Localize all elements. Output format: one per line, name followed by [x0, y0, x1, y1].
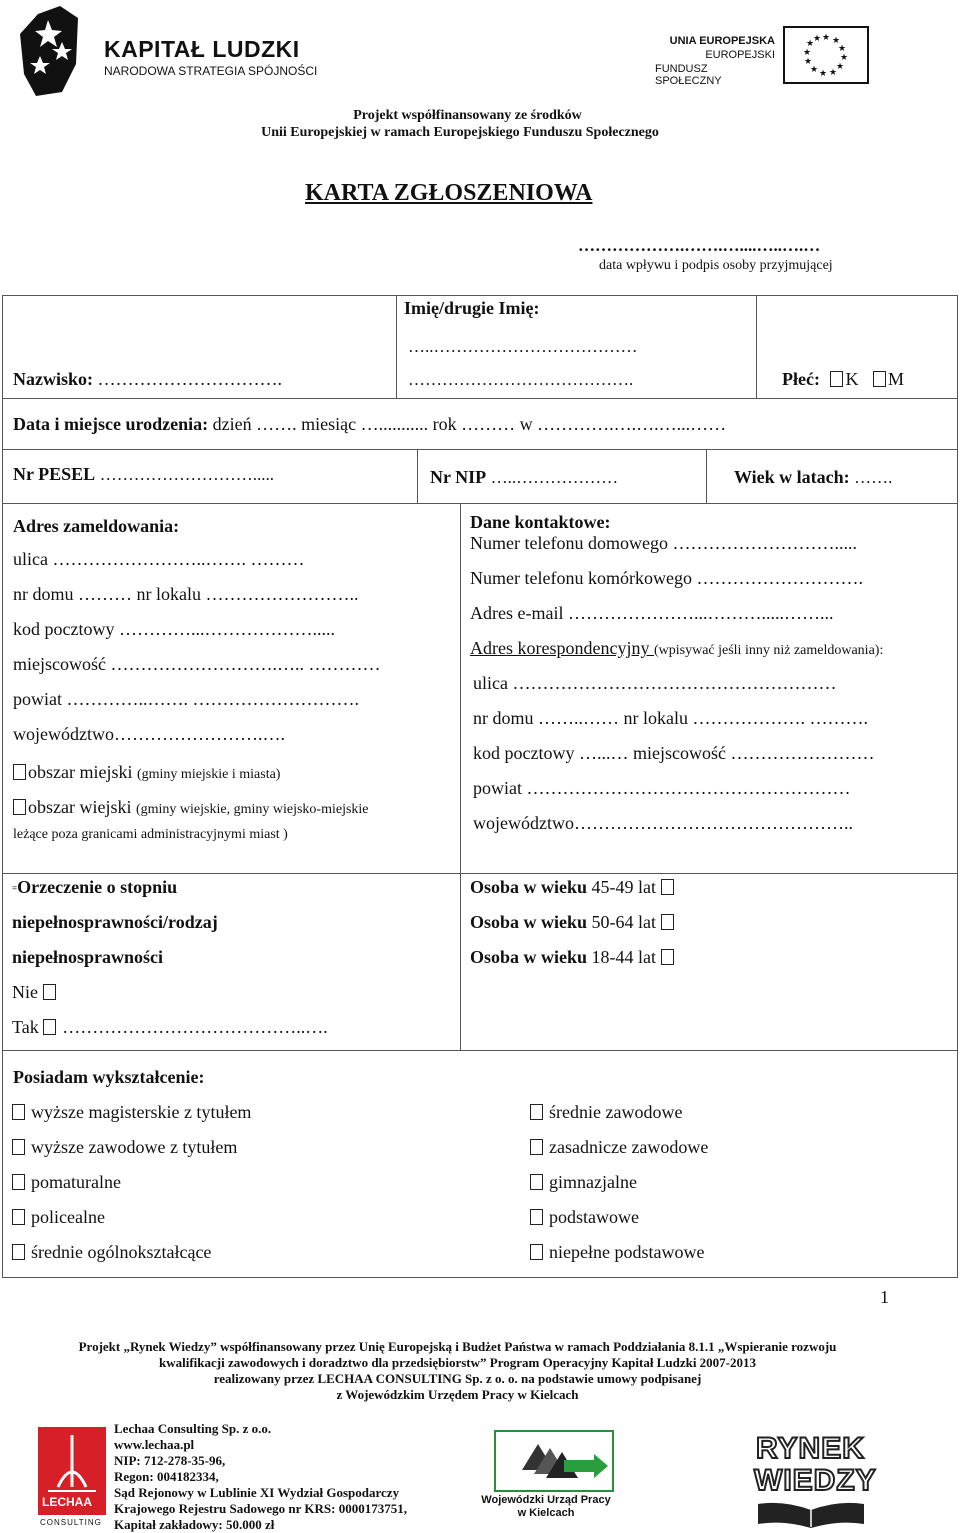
contact-heading: Dane kontaktowe: [470, 512, 611, 532]
company-info [114, 1421, 407, 1533]
footer-line-3: realizowany przez LECHAA CONSULTING Sp. z o. o. na podstawie umowy podpisanej [213, 1371, 702, 1386]
education-checkbox[interactable] [12, 1104, 25, 1120]
divider [417, 449, 418, 504]
age-group-label: Osoba w wieku [470, 947, 588, 967]
surname-field[interactable]: …………………………. [97, 369, 282, 389]
age-group-range: 18-44 lat [591, 947, 657, 967]
eu-logo [655, 26, 870, 86]
surname-label: Nazwisko: [13, 369, 93, 389]
education-checkbox[interactable] [530, 1139, 543, 1155]
eu-logo-line2: EUROPEJSKI [705, 49, 775, 61]
education-option[interactable] [12, 1172, 251, 1207]
urban-option[interactable] [13, 762, 453, 797]
cofinance-line1: Projekt współfinansowany ze środków [353, 108, 582, 123]
education-heading: Posiadam wykształcenie: [13, 1067, 205, 1087]
education-label: średnie zawodowe [549, 1102, 683, 1122]
birth-line [13, 414, 726, 435]
disability-heading-1 [12, 877, 452, 912]
education-option[interactable] [12, 1137, 251, 1172]
lechaa-logo-text: LECHAA [42, 1495, 92, 1509]
company-line: Sąd Rejonowy w Lublinie XI Wydział Gospodarczy [114, 1485, 400, 1500]
svg-text:★: ★ [840, 53, 849, 63]
svg-text:★: ★ [832, 36, 841, 46]
disability-heading-1-text: Orzeczenie o stopniu [17, 877, 178, 897]
divider [756, 295, 757, 399]
company-line: Regon: 004182334, [114, 1469, 219, 1484]
urban-checkbox[interactable] [13, 764, 26, 780]
receipt-label: data wpływu i podpis osoby przyjmującej [599, 258, 833, 273]
wup-emblem-icon [494, 1430, 614, 1492]
education-label: policealne [31, 1207, 105, 1227]
kapital-ludzki-title: KAPITAŁ LUDZKI [104, 36, 300, 62]
divider [706, 449, 707, 504]
age-group-checkbox[interactable] [661, 949, 674, 965]
nip-label: Nr NIP [430, 467, 487, 487]
birth-field[interactable]: dzień ……. miesiąc …........... rok ……… w ………….….….…...…… [212, 414, 727, 434]
disability-no-label: Nie [12, 982, 38, 1002]
disability-yes-option[interactable] [12, 1017, 452, 1038]
corr-house[interactable]: nr domu ……..…… nr lokalu ………………. ………. [473, 708, 868, 728]
sex-label: Płeć: [782, 369, 820, 389]
disability-section [12, 877, 452, 1038]
svg-text:★: ★ [836, 62, 845, 72]
first-name-field-2[interactable]: …………………………………. [408, 370, 634, 389]
disability-heading-2: niepełnosprawności/rodzaj [12, 912, 218, 932]
corr-street[interactable]: ulica ……………………………………………… [473, 673, 837, 693]
first-name-label: Imię/drugie Imię: [404, 298, 540, 318]
lechaa-logo [38, 1427, 108, 1527]
rural-note: (gminy wiejskie, gminy wiejsko-miejskie [135, 802, 369, 817]
wup-line-1: Wojewódzki Urząd Pracy [481, 1494, 611, 1506]
footer-line-4: z Wojewódzkim Urzędem Pracy w Kielcach [336, 1387, 579, 1402]
pesel-field[interactable]: ………………………..... [99, 465, 274, 484]
education-label: wyższe zawodowe z tytułem [31, 1137, 238, 1157]
company-line: Kapitał zakładowy: 50.000 zł [114, 1517, 275, 1532]
contact-email[interactable]: Adres e-mail …………………...……….....……... [470, 603, 834, 623]
kapital-ludzki-emblem-icon [18, 4, 84, 96]
education-label: niepełne podstawowe [549, 1242, 705, 1262]
education-left-list [12, 1102, 251, 1277]
company-website[interactable]: www.lechaa.pl [114, 1437, 195, 1452]
contact-home-phone[interactable]: Numer telefonu domowego ………………………..... [470, 533, 857, 553]
svg-text:★: ★ [822, 33, 831, 43]
education-option[interactable] [530, 1137, 708, 1172]
rynek-line-1: RYNEK [756, 1432, 865, 1465]
nip-field[interactable]: …..……………… [490, 468, 619, 487]
education-checkbox[interactable] [530, 1244, 543, 1260]
svg-text:★: ★ [804, 57, 813, 67]
education-checkbox[interactable] [530, 1174, 543, 1190]
cofinance-line2: Unii Europejskiej w ramach Europejskiego Funduszu Społecznego [261, 125, 659, 140]
age-field[interactable]: ……. [854, 468, 893, 487]
address-street[interactable]: ulica ……………………..……. ……… [13, 549, 305, 569]
address-voivodeship[interactable]: województwo…………………….…. [13, 724, 285, 744]
lechaa-logo-sub: CONSULTING [40, 1518, 102, 1527]
svg-text:★: ★ [829, 68, 838, 78]
address-house[interactable]: nr domu ……… nr lokalu …………………….. [13, 584, 359, 604]
svg-text:★: ★ [813, 34, 822, 44]
first-name-field[interactable]: …..……………………………… [408, 337, 638, 356]
correspondence-note: (wpisywać jeśli inny niż zameldowania): [653, 643, 884, 658]
age-group-checkbox[interactable] [661, 914, 674, 930]
age-label: Wiek w latach: [734, 467, 850, 487]
address-heading: Adres zameldowania: [13, 516, 180, 536]
sex-k-checkbox[interactable] [830, 371, 843, 387]
disability-yes-label: Tak [12, 1017, 39, 1037]
urban-label: obszar miejski [28, 762, 133, 782]
education-label: gimnazjalne [549, 1172, 637, 1192]
contact-section [470, 512, 955, 848]
corr-county[interactable]: powiat ……………………………………………… [473, 778, 851, 798]
correspondence-heading [470, 638, 955, 673]
nip-line [430, 467, 618, 488]
education-option[interactable] [530, 1242, 708, 1277]
education-option[interactable] [530, 1172, 708, 1207]
eu-logo-line1: UNIA EUROPEJSKA [669, 35, 775, 47]
kapital-ludzki-subtitle: NARODOWA STRATEGIA SPÓJNOŚCI [104, 64, 318, 78]
eu-flag-icon [783, 26, 869, 84]
education-option[interactable] [530, 1207, 708, 1242]
address-city[interactable]: miejscowość ……………………….….. ………… [13, 654, 381, 674]
education-option[interactable] [12, 1207, 251, 1242]
education-label: pomaturalne [31, 1172, 121, 1192]
age-group-range: 50-64 lat [591, 912, 657, 932]
education-checkbox[interactable] [12, 1139, 25, 1155]
svg-text:★: ★ [810, 65, 819, 75]
correspondence-label: Adres korespondencyjny [470, 638, 654, 658]
contact-mobile-phone[interactable]: Numer telefonu komórkowego ………………………. [470, 568, 863, 588]
education-checkbox[interactable] [12, 1174, 25, 1190]
wup-line-2: w Kielcach [517, 1507, 575, 1519]
rural-label: obszar wiejski [28, 797, 132, 817]
age-group-option[interactable] [470, 877, 680, 912]
svg-text:★: ★ [803, 48, 812, 58]
pesel-line [13, 464, 274, 485]
footer-line-1: Projekt „Rynek Wiedzy” współfinansowany przez Unię Europejską i Budżet Państwa w ramach Poddziałania 8.1.1 „Wspieranie rozwoju [78, 1339, 837, 1354]
company-line: NIP: 712-278-35-96, [114, 1453, 226, 1468]
disability-no-checkbox[interactable] [43, 984, 56, 1000]
disability-yes-checkbox[interactable] [43, 1019, 56, 1035]
disability-marker: = [12, 883, 18, 893]
svg-text:★: ★ [806, 39, 815, 49]
sex-k-label: K [845, 369, 859, 389]
disability-no-option[interactable] [12, 982, 452, 1017]
age-group-label: Osoba w wieku [470, 877, 588, 897]
education-option[interactable] [12, 1102, 251, 1137]
sex-m-checkbox[interactable] [873, 371, 886, 387]
eu-logo-line3: FUNDUSZ SPOŁECZNY [655, 63, 722, 87]
age-line [734, 467, 892, 488]
receipt-dots: ……………….…….…....…..….… [578, 236, 821, 255]
footer-text [0, 1339, 915, 1403]
sex-row [782, 369, 904, 390]
education-checkbox[interactable] [530, 1209, 543, 1225]
birth-label: Data i miejsce urodzenia: [13, 414, 209, 434]
disability-yes-field[interactable]: …………………………………..…. [62, 1017, 328, 1037]
education-right-list [530, 1102, 708, 1277]
rural-option[interactable] [13, 797, 453, 827]
education-label: średnie ogólnokształcące [31, 1242, 212, 1262]
age-group-range: 45-49 lat [591, 877, 657, 897]
corr-postal[interactable]: kod pocztowy …...… miejscowość …………………… [473, 743, 875, 763]
address-postal[interactable]: kod pocztowy …………...………………..... [13, 619, 335, 639]
company-line: Krajowego Rejestru Sadowego nr KRS: 0000173751, [114, 1501, 407, 1516]
kapital-ludzki-logo [18, 4, 318, 96]
company-line: Lechaa Consulting Sp. z o.o. [114, 1421, 272, 1436]
urban-note: (gminy miejskie i miasta) [136, 767, 281, 782]
rural-checkbox[interactable] [13, 799, 26, 815]
education-option[interactable] [12, 1242, 251, 1277]
education-checkbox[interactable] [12, 1244, 25, 1260]
education-label: podstawowe [549, 1207, 639, 1227]
age-group-option[interactable] [470, 947, 680, 982]
surname-row [13, 369, 282, 390]
pesel-label: Nr PESEL [13, 464, 96, 484]
education-label: zasadnicze zawodowe [549, 1137, 709, 1157]
page-title: KARTA ZGŁOSZENIOWA [305, 180, 593, 206]
age-groups-section [470, 877, 680, 982]
wup-logo [476, 1430, 616, 1520]
svg-text:★: ★ [819, 69, 828, 79]
education-label: wyższe magisterskie z tytułem [31, 1102, 252, 1122]
rynek-line-2: WIEDZY [754, 1464, 877, 1497]
book-icon [754, 1500, 868, 1528]
sex-m-label: M [887, 369, 904, 389]
education-option[interactable] [530, 1102, 708, 1137]
age-group-checkbox[interactable] [661, 879, 674, 895]
address-county[interactable]: powiat …………..……. ………………………. [13, 689, 359, 709]
education-checkbox[interactable] [530, 1104, 543, 1120]
divider [396, 295, 397, 399]
education-checkbox[interactable] [12, 1209, 25, 1225]
page-number: 1 [880, 1287, 889, 1307]
rural-note-2: leżące poza granicami administracyjnymi miast ) [13, 827, 288, 842]
svg-text:★: ★ [838, 44, 847, 54]
age-group-option[interactable] [470, 912, 680, 947]
address-section [13, 516, 453, 843]
disability-heading-3: niepełnosprawności [12, 947, 164, 967]
rynek-wiedzy-logo [752, 1430, 877, 1528]
age-group-label: Osoba w wieku [470, 912, 588, 932]
corr-voivodeship[interactable]: województwo……………………………………….. [473, 813, 853, 833]
footer-line-2: kwalifikacji zawodowych i doradztwo dla przedsiębiorstw” Program Operacyjny Kapitał Ludzki 2007-2013 [158, 1355, 757, 1370]
